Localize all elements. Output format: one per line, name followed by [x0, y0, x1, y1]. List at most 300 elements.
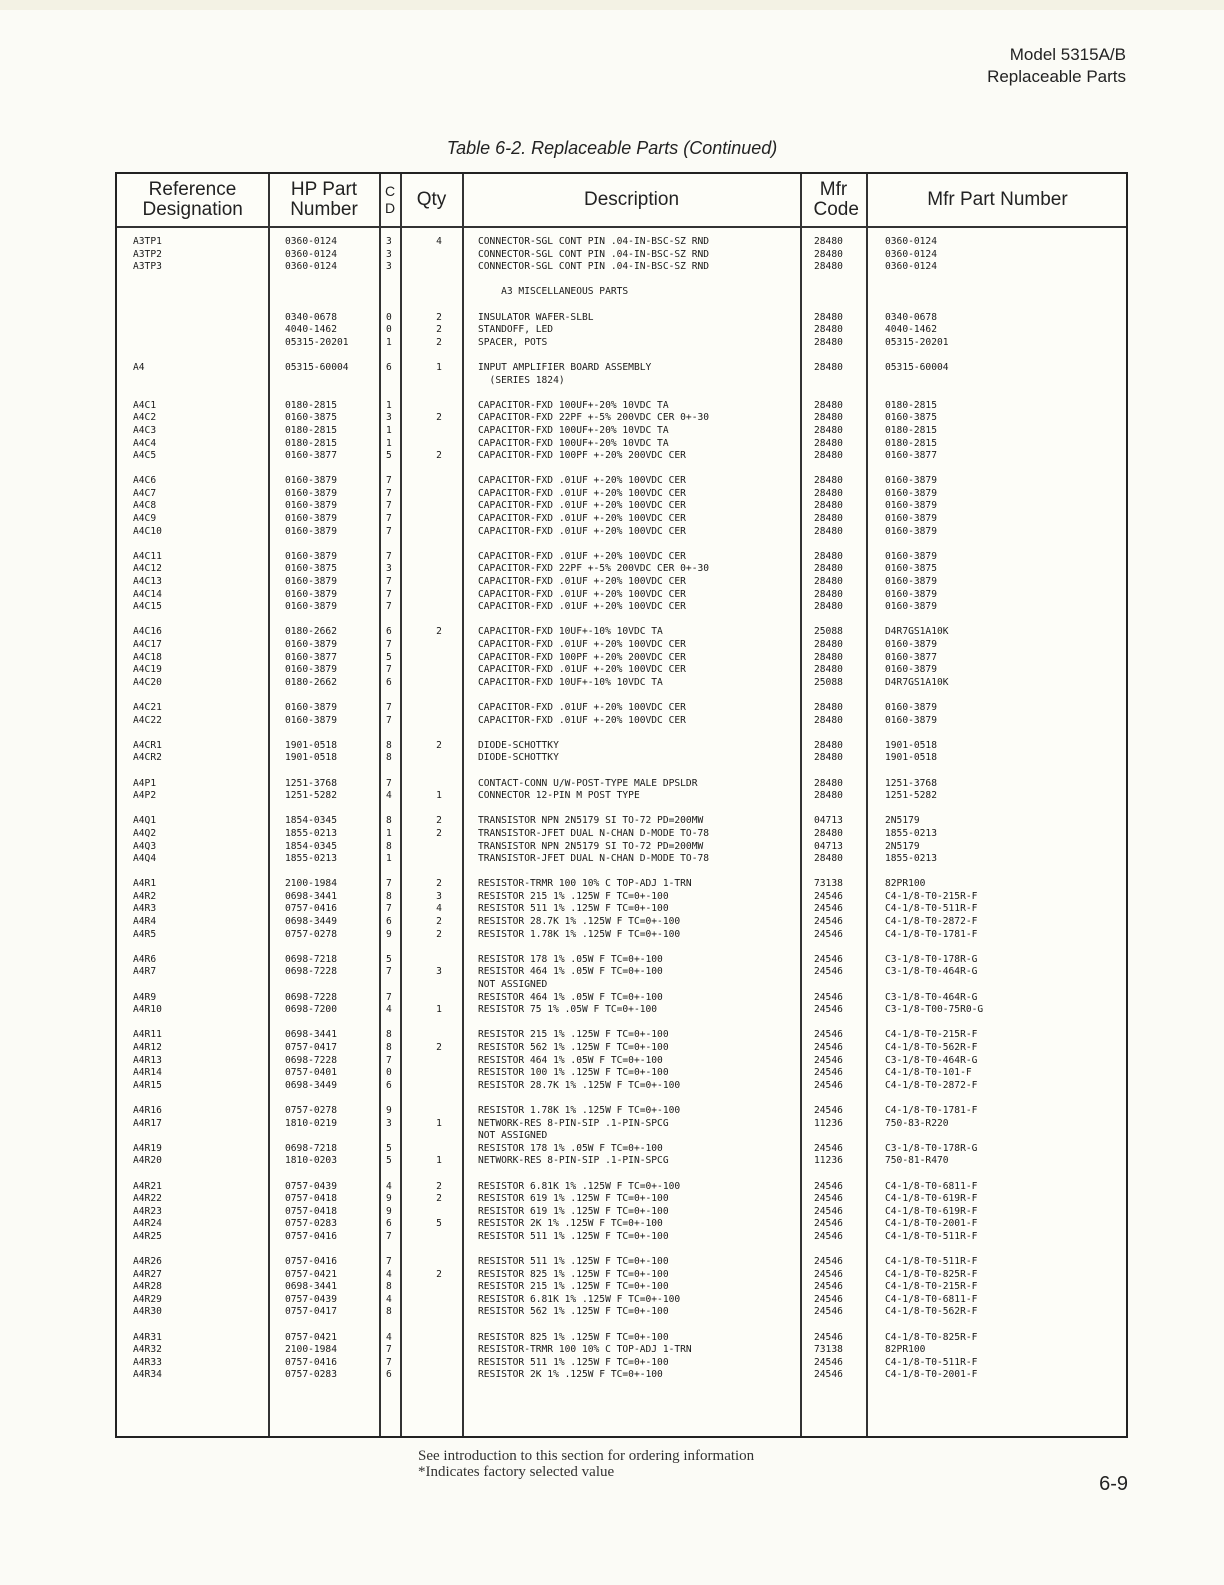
cell-mfr-code: 24546: [814, 1256, 843, 1268]
cell-mfr-code: 24546: [814, 1142, 843, 1154]
cell-description: CAPACITOR-FXD .01UF +-20% 100VDC CER: [478, 664, 686, 676]
cell-cd: 8: [386, 1281, 392, 1293]
cell-reference: A4C8: [133, 500, 157, 512]
cell-mfr-part-number: 0160-3877: [885, 450, 937, 462]
cell-hp-part: 0698-7228: [285, 1054, 337, 1066]
cell-hp-part: 0160-3879: [285, 639, 337, 650]
cell-cd: 5: [386, 450, 392, 462]
row-group: [117, 626, 1126, 689]
footnote-factory-selected: *Indicates factory selected value: [418, 1464, 615, 1480]
cell-description: RESISTOR 464 1% .05W F TC=0+-100: [478, 991, 663, 1003]
cell-mfr-code: 25088: [814, 676, 843, 688]
cell-reference: A4Q2: [133, 827, 157, 839]
cell-mfr-part-number: 05315-60004: [885, 361, 949, 373]
cell-hp-part: 0340-0678: [285, 311, 337, 323]
cell-mfr-part-number: 0180-2815: [885, 424, 937, 436]
cell-description: DIODE-SCHOTTKY: [478, 739, 559, 751]
cell-mfr-code: 24546: [814, 1029, 843, 1041]
cell-hp-part: 0757-0439: [285, 1180, 337, 1192]
cell-mfr-part-number: 0360-0124: [885, 248, 937, 260]
cell-mfr-code: 28480: [814, 701, 843, 713]
col-header-mfr-code: Mfr Code: [813, 179, 859, 220]
cell-description: TRANSISTOR NPN 2N5179 SI TO-72 PD=200MW: [478, 840, 704, 852]
footnote: [418, 1448, 754, 1480]
table-row: [117, 551, 1126, 564]
cell-mfr-code: 28480: [814, 437, 843, 449]
cell-qty: 2: [436, 928, 442, 940]
cell-mfr-code: 28480: [814, 601, 843, 613]
cell-cd: 5: [386, 953, 392, 965]
cell-description: RESISTOR 619 1% .125W F TC=0+-100: [478, 1205, 669, 1217]
cell-reference: A4R6: [133, 953, 157, 965]
cell-cd: 4: [386, 1331, 392, 1343]
cell-description: RESISTOR 511 1% .125W F TC=0+-100: [478, 1356, 669, 1368]
cell-cd: 6: [386, 1079, 392, 1091]
cell-reference: A4R28: [133, 1281, 162, 1293]
cell-hp-part: 1855-0213: [285, 853, 337, 865]
table-row: [117, 1369, 1126, 1382]
cell-description: RESISTOR 178 1% .05W F TC=0+-100: [478, 1142, 663, 1154]
row-group: [117, 815, 1126, 865]
cell-mfr-code: 04713: [814, 815, 843, 827]
cell-description: (SERIES 1824): [478, 374, 565, 386]
cell-mfr-part-number: 0160-3879: [885, 588, 937, 600]
cell-cd: 3: [386, 563, 392, 575]
row-group: [117, 954, 1126, 1017]
cell-reference: A4C11: [133, 550, 162, 562]
table-row: [117, 362, 1126, 375]
cell-qty: 2: [436, 1193, 442, 1205]
table-row: [117, 261, 1126, 274]
cell-reference: A4CR1: [133, 739, 162, 751]
cell-mfr-part-number: 0160-3879: [885, 550, 937, 562]
cell-cd: 7: [386, 878, 392, 890]
cell-mfr-code: 28480: [814, 248, 843, 260]
cell-qty: 2: [436, 878, 442, 890]
cell-description: RESISTOR 178 1% .05W F TC=0+-100: [478, 953, 663, 965]
cell-cd: 6: [386, 1369, 392, 1381]
cell-description: CAPACITOR-FXD .01UF +-20% 100VDC CER: [478, 639, 686, 650]
cell-hp-part: 0698-3441: [285, 1281, 337, 1293]
cell-cd: 7: [386, 1230, 392, 1242]
cell-reference: A4R7: [133, 966, 157, 978]
cell-mfr-code: 28480: [814, 236, 843, 247]
cell-description: CAPACITOR-FXD .01UF +-20% 100VDC CER: [478, 588, 686, 600]
cell-description: CAPACITOR-FXD .01UF +-20% 100VDC CER: [478, 714, 686, 726]
cell-hp-part: 0757-0416: [285, 903, 337, 915]
cell-reference: A4CR2: [133, 752, 162, 764]
cell-qty: 2: [436, 916, 442, 928]
cell-mfr-code: 24546: [814, 903, 843, 915]
table-row: [117, 1143, 1126, 1156]
cell-hp-part: 0160-3879: [285, 475, 337, 487]
cell-mfr-part-number: 0160-3877: [885, 651, 937, 663]
cell-mfr-code: 28480: [814, 412, 843, 424]
cell-mfr-code: 25088: [814, 626, 843, 638]
cell-hp-part: 0160-3879: [285, 513, 337, 525]
cell-mfr-part-number: C4-1/8-T0-215R-F: [885, 890, 978, 902]
cell-mfr-code: 24546: [814, 1306, 843, 1318]
cell-cd: 3: [386, 261, 392, 273]
cell-description: CAPACITOR-FXD 22PF +-5% 200VDC CER 0+-30: [478, 412, 710, 424]
cell-reference: A4R24: [133, 1218, 162, 1230]
cell-description: INSULATOR WAFER-SLBL: [478, 311, 594, 323]
cell-cd: 7: [386, 1356, 392, 1368]
table-row: [117, 236, 1126, 249]
cell-reference: A4P2: [133, 790, 157, 802]
cell-mfr-part-number: 2N5179: [885, 840, 920, 852]
cell-mfr-part-number: 750-81-R470: [885, 1155, 949, 1167]
cell-mfr-part-number: 1901-0518: [885, 752, 937, 764]
row-group: [117, 286, 1126, 299]
cell-hp-part: 1854-0345: [285, 815, 337, 827]
cell-hp-part: 1810-0203: [285, 1155, 337, 1167]
cell-mfr-part-number: C4-1/8-T0-2001-F: [885, 1369, 978, 1381]
table-row: [117, 563, 1126, 576]
cell-mfr-code: 28480: [814, 487, 843, 499]
cell-reference: A4C1: [133, 399, 157, 411]
cell-mfr-code: 28480: [814, 588, 843, 600]
cell-cd: 3: [386, 236, 392, 247]
cell-mfr-code: 28480: [814, 261, 843, 273]
row-group: [117, 1105, 1126, 1168]
col-header-description: Description: [583, 189, 680, 210]
cell-mfr-part-number: C4-1/8-T0-2872-F: [885, 916, 978, 928]
cell-hp-part: 0180-2815: [285, 424, 337, 436]
table-row: [117, 828, 1126, 841]
cell-reference: A4R10: [133, 1004, 162, 1016]
cell-reference: A4R21: [133, 1180, 162, 1192]
table-row: [117, 1130, 1126, 1143]
cell-mfr-code: 28480: [814, 361, 843, 373]
cell-qty: 2: [436, 311, 442, 323]
cell-mfr-part-number: 0160-3879: [885, 513, 937, 525]
cell-reference: A4R32: [133, 1344, 162, 1356]
cell-cd: 7: [386, 1256, 392, 1268]
cell-reference: A4R15: [133, 1079, 162, 1091]
cell-hp-part: 1810-0219: [285, 1117, 337, 1129]
cell-description: RESISTOR-TRMR 100 10% C TOP-ADJ 1-TRN: [478, 1344, 692, 1356]
cell-cd: 1: [386, 853, 392, 865]
cell-cd: 7: [386, 664, 392, 676]
cell-reference: A4R1: [133, 878, 157, 890]
cell-mfr-part-number: 0180-2815: [885, 437, 937, 449]
cell-mfr-part-number: 1251-3768: [885, 777, 937, 789]
cell-qty: 4: [436, 236, 442, 247]
cell-mfr-code: 28480: [814, 475, 843, 487]
table-row: [117, 412, 1126, 425]
cell-mfr-part-number: C4-1/8-T0-215R-F: [885, 1029, 978, 1041]
cell-hp-part: 0757-0417: [285, 1042, 337, 1053]
cell-hp-part: 0160-3877: [285, 651, 337, 663]
cell-mfr-code: 28480: [814, 399, 843, 411]
cell-cd: 7: [386, 1344, 392, 1356]
row-group: [117, 702, 1126, 727]
table-row: [117, 891, 1126, 904]
cell-mfr-code: 28480: [814, 324, 843, 336]
table-row: [117, 903, 1126, 916]
cell-description: RESISTOR 28.7K 1% .125W F TC=0+-100: [478, 916, 681, 928]
cell-hp-part: 0757-0417: [285, 1306, 337, 1318]
cell-mfr-code: 24546: [814, 1042, 843, 1053]
table-row: [117, 664, 1126, 677]
cell-reference: A4R27: [133, 1268, 162, 1280]
cell-hp-part: 0180-2662: [285, 626, 337, 638]
cell-qty: 2: [436, 336, 442, 348]
table-row: [117, 1231, 1126, 1244]
cell-reference: A4R34: [133, 1369, 162, 1381]
cell-mfr-part-number: C4-1/8-T0-101-F: [885, 1067, 972, 1079]
cell-cd: 3: [386, 1117, 392, 1129]
table-row: [117, 425, 1126, 438]
cell-mfr-part-number: 82PR100: [885, 1344, 926, 1356]
cell-cd: 7: [386, 487, 392, 499]
cell-qty: 2: [436, 1268, 442, 1280]
cell-qty: 1: [436, 790, 442, 802]
cell-mfr-part-number: C4-1/8-T0-511R-F: [885, 1356, 978, 1368]
table-row: [117, 652, 1126, 665]
cell-description: DIODE-SCHOTTKY: [478, 752, 559, 764]
cell-cd: 0: [386, 324, 392, 336]
table-row: [117, 966, 1126, 979]
table-row: [117, 790, 1126, 803]
cell-description: RESISTOR 215 1% .125W F TC=0+-100: [478, 1281, 669, 1293]
cell-mfr-code: 28480: [814, 563, 843, 575]
cell-cd: 5: [386, 1142, 392, 1154]
cell-mfr-code: 28480: [814, 513, 843, 525]
cell-description: RESISTOR 511 1% .125W F TC=0+-100: [478, 903, 669, 915]
cell-reference: A4C3: [133, 424, 157, 436]
cell-reference: A4R4: [133, 916, 157, 928]
table-row: [117, 1344, 1126, 1357]
cell-mfr-part-number: D4R7GS1A10K: [885, 626, 949, 638]
cell-mfr-code: 28480: [814, 777, 843, 789]
cell-mfr-part-number: 0360-0124: [885, 236, 937, 247]
table-row: [117, 626, 1126, 639]
cell-hp-part: 0160-3879: [285, 701, 337, 713]
cell-mfr-part-number: 750-83-R220: [885, 1117, 949, 1129]
cell-mfr-code: 24546: [814, 1004, 843, 1016]
cell-mfr-part-number: 0160-3879: [885, 576, 937, 588]
cell-qty: 2: [436, 1180, 442, 1192]
cell-hp-part: 1251-3768: [285, 777, 337, 789]
cell-mfr-part-number: C4-1/8-T0-511R-F: [885, 1256, 978, 1268]
table-row: [117, 841, 1126, 854]
cell-cd: 9: [386, 1104, 392, 1116]
table-title: Table 6-2. Replaceable Parts (Continued): [446, 138, 778, 158]
cell-mfr-code: 24546: [814, 1218, 843, 1230]
section-label: Replaceable Parts: [987, 67, 1126, 86]
cell-cd: 6: [386, 676, 392, 688]
cell-reference: A4C10: [133, 525, 162, 537]
cell-mfr-code: 28480: [814, 853, 843, 865]
cell-cd: 4: [386, 1180, 392, 1192]
cell-description: CAPACITOR-FXD .01UF +-20% 100VDC CER: [478, 475, 686, 487]
cell-cd: 8: [386, 815, 392, 827]
cell-reference: A4C13: [133, 576, 162, 588]
table-row: [117, 853, 1126, 866]
cell-reference: A4C20: [133, 676, 162, 688]
cell-cd: 7: [386, 588, 392, 600]
cell-hp-part: 0160-3879: [285, 714, 337, 726]
cell-mfr-part-number: 0160-3875: [885, 563, 937, 575]
table-row: [117, 1118, 1126, 1131]
cell-reference: A4C17: [133, 639, 162, 650]
table-row: [117, 677, 1126, 690]
table-row: [117, 815, 1126, 828]
cell-mfr-part-number: C4-1/8-T0-6811-F: [885, 1180, 978, 1192]
cell-hp-part: 1251-5282: [285, 790, 337, 802]
cell-hp-part: 0160-3875: [285, 412, 337, 424]
cell-cd: 7: [386, 966, 392, 978]
cell-cd: 9: [386, 1193, 392, 1205]
cell-reference: A4C9: [133, 513, 157, 525]
cell-hp-part: 0160-3879: [285, 576, 337, 588]
cell-cd: 0: [386, 311, 392, 323]
cell-reference: A4R14: [133, 1067, 162, 1079]
table-row: [117, 752, 1126, 765]
cell-mfr-part-number: 0180-2815: [885, 399, 937, 411]
cell-description: A3 MISCELLANEOUS PARTS: [478, 286, 629, 298]
cell-mfr-part-number: 1251-5282: [885, 790, 937, 802]
cell-mfr-part-number: 1901-0518: [885, 739, 937, 751]
cell-description: CAPACITOR-FXD .01UF +-20% 100VDC CER: [478, 576, 686, 588]
cell-reference: A3TP2: [133, 248, 162, 260]
cell-hp-part: 0160-3879: [285, 550, 337, 562]
cell-mfr-code: 24546: [814, 1369, 843, 1381]
cell-hp-part: 2100-1984: [285, 878, 337, 890]
cell-description: CONNECTOR-SGL CONT PIN .04-IN-BSC-SZ RND: [478, 236, 710, 247]
cell-description: RESISTOR 2K 1% .125W F TC=0+-100: [478, 1218, 663, 1230]
cell-hp-part: 0160-3879: [285, 664, 337, 676]
cell-cd: 7: [386, 576, 392, 588]
cell-cd: 7: [386, 500, 392, 512]
cell-description: CONTACT-CONN U/W-POST-TYPE MALE DPSLDR: [478, 777, 698, 789]
cell-reference: A4R5: [133, 928, 157, 940]
table-row: [117, 1218, 1126, 1231]
cell-mfr-code: 24546: [814, 916, 843, 928]
cell-description: CAPACITOR-FXD 10UF+-10% 10VDC TA: [478, 676, 663, 688]
cell-reference: A4: [133, 361, 145, 373]
cell-mfr-part-number: C4-1/8-T0-6811-F: [885, 1293, 978, 1305]
cell-mfr-part-number: C4-1/8-T0-562R-F: [885, 1042, 978, 1053]
cell-hp-part: 0360-0124: [285, 236, 337, 247]
cell-cd: 8: [386, 1029, 392, 1041]
cell-cd: 8: [386, 739, 392, 751]
cell-hp-part: 0757-0401: [285, 1067, 337, 1079]
cell-mfr-part-number: 0160-3879: [885, 639, 937, 650]
cell-hp-part: 0757-0418: [285, 1205, 337, 1217]
cell-hp-part: 0698-3441: [285, 1029, 337, 1041]
cell-hp-part: 0757-0416: [285, 1230, 337, 1242]
cell-cd: 9: [386, 1205, 392, 1217]
cell-reference: A4C19: [133, 664, 162, 676]
table-row: [117, 1281, 1126, 1294]
cell-cd: 8: [386, 840, 392, 852]
cell-description: CAPACITOR-FXD 10UF+-10% 10VDC TA: [478, 626, 663, 638]
table-row: [117, 513, 1126, 526]
cell-mfr-part-number: 0160-3875: [885, 412, 937, 424]
cell-description: CONNECTOR-SGL CONT PIN .04-IN-BSC-SZ RND: [478, 248, 710, 260]
cell-description: RESISTOR 464 1% .05W F TC=0+-100: [478, 1054, 663, 1066]
cell-hp-part: 2100-1984: [285, 1344, 337, 1356]
cell-hp-part: 0698-7228: [285, 966, 337, 978]
cell-reference: A4C16: [133, 626, 162, 638]
cell-description: RESISTOR 511 1% .125W F TC=0+-100: [478, 1230, 669, 1242]
cell-mfr-code: 28480: [814, 500, 843, 512]
cell-hp-part: 1901-0518: [285, 739, 337, 751]
table-row: [117, 375, 1126, 388]
table-row: [117, 576, 1126, 589]
cell-reference: A4R26: [133, 1256, 162, 1268]
cell-mfr-part-number: C4-1/8-T0-825R-F: [885, 1268, 978, 1280]
cell-description: RESISTOR 1.78K 1% .125W F TC=0+-100: [478, 1104, 681, 1116]
cell-mfr-code: 24546: [814, 928, 843, 940]
table-row: [117, 1256, 1126, 1269]
cell-description: RESISTOR 511 1% .125W F TC=0+-100: [478, 1256, 669, 1268]
cell-reference: A4Q4: [133, 853, 157, 865]
table-row: [117, 1269, 1126, 1282]
cell-hp-part: 0757-0278: [285, 1104, 337, 1116]
cell-mfr-part-number: C4-1/8-T0-619R-F: [885, 1205, 978, 1217]
cell-cd: 7: [386, 701, 392, 713]
cell-reference: A4R22: [133, 1193, 162, 1205]
table-row: [117, 992, 1126, 1005]
cell-reference: A4Q3: [133, 840, 157, 852]
cell-description: RESISTOR 562 1% .125W F TC=0+-100: [478, 1042, 669, 1053]
cell-hp-part: 0160-3879: [285, 525, 337, 537]
cell-hp-part: 1901-0518: [285, 752, 337, 764]
cell-hp-part: 4040-1462: [285, 324, 337, 336]
cell-mfr-code: 11236: [814, 1117, 843, 1129]
cell-mfr-part-number: C4-1/8-T0-511R-F: [885, 903, 978, 915]
cell-reference: A4R29: [133, 1293, 162, 1305]
cell-description: CAPACITOR-FXD .01UF +-20% 100VDC CER: [478, 550, 686, 562]
table-row: [117, 715, 1126, 728]
cell-description: CAPACITOR-FXD 100PF +-20% 200VDC CER: [478, 651, 686, 663]
cell-mfr-part-number: 0160-3879: [885, 500, 937, 512]
cell-description: RESISTOR 464 1% .05W F TC=0+-100: [478, 966, 663, 978]
cell-cd: 3: [386, 412, 392, 424]
cell-cd: 0: [386, 1067, 392, 1079]
cell-description: CAPACITOR-FXD .01UF +-20% 100VDC CER: [478, 701, 686, 713]
table-row: [117, 1294, 1126, 1307]
cell-description: RESISTOR 619 1% .125W F TC=0+-100: [478, 1193, 669, 1205]
cell-reference: A4C18: [133, 651, 162, 663]
cell-description: RESISTOR 6.81K 1% .125W F TC=0+-100: [478, 1180, 681, 1192]
cell-mfr-code: 24546: [814, 1054, 843, 1066]
cell-description: STANDOFF, LED: [478, 324, 554, 336]
cell-mfr-code: 28480: [814, 424, 843, 436]
cell-hp-part: 0180-2815: [285, 437, 337, 449]
cell-mfr-part-number: C3-1/8-T0-178R-G: [885, 1142, 978, 1154]
cell-reference: A4Q1: [133, 815, 157, 827]
table-row: [117, 639, 1126, 652]
cell-mfr-part-number: 1855-0213: [885, 853, 937, 865]
table-row: [117, 1080, 1126, 1093]
cell-qty: 3: [436, 890, 442, 902]
cell-reference: A4R31: [133, 1331, 162, 1343]
cell-cd: 8: [386, 890, 392, 902]
cell-mfr-part-number: C4-1/8-T0-825R-F: [885, 1331, 978, 1343]
table-row: [117, 1193, 1126, 1206]
cell-mfr-part-number: C4-1/8-T0-1781-F: [885, 1104, 978, 1116]
cell-hp-part: 0757-0421: [285, 1331, 337, 1343]
row-group: [117, 236, 1126, 274]
cell-mfr-part-number: C4-1/8-T0-1781-F: [885, 928, 978, 940]
cell-description: TRANSISTOR-JFET DUAL N-CHAN D-MODE TO-78: [478, 853, 710, 865]
table-row: [117, 1357, 1126, 1370]
